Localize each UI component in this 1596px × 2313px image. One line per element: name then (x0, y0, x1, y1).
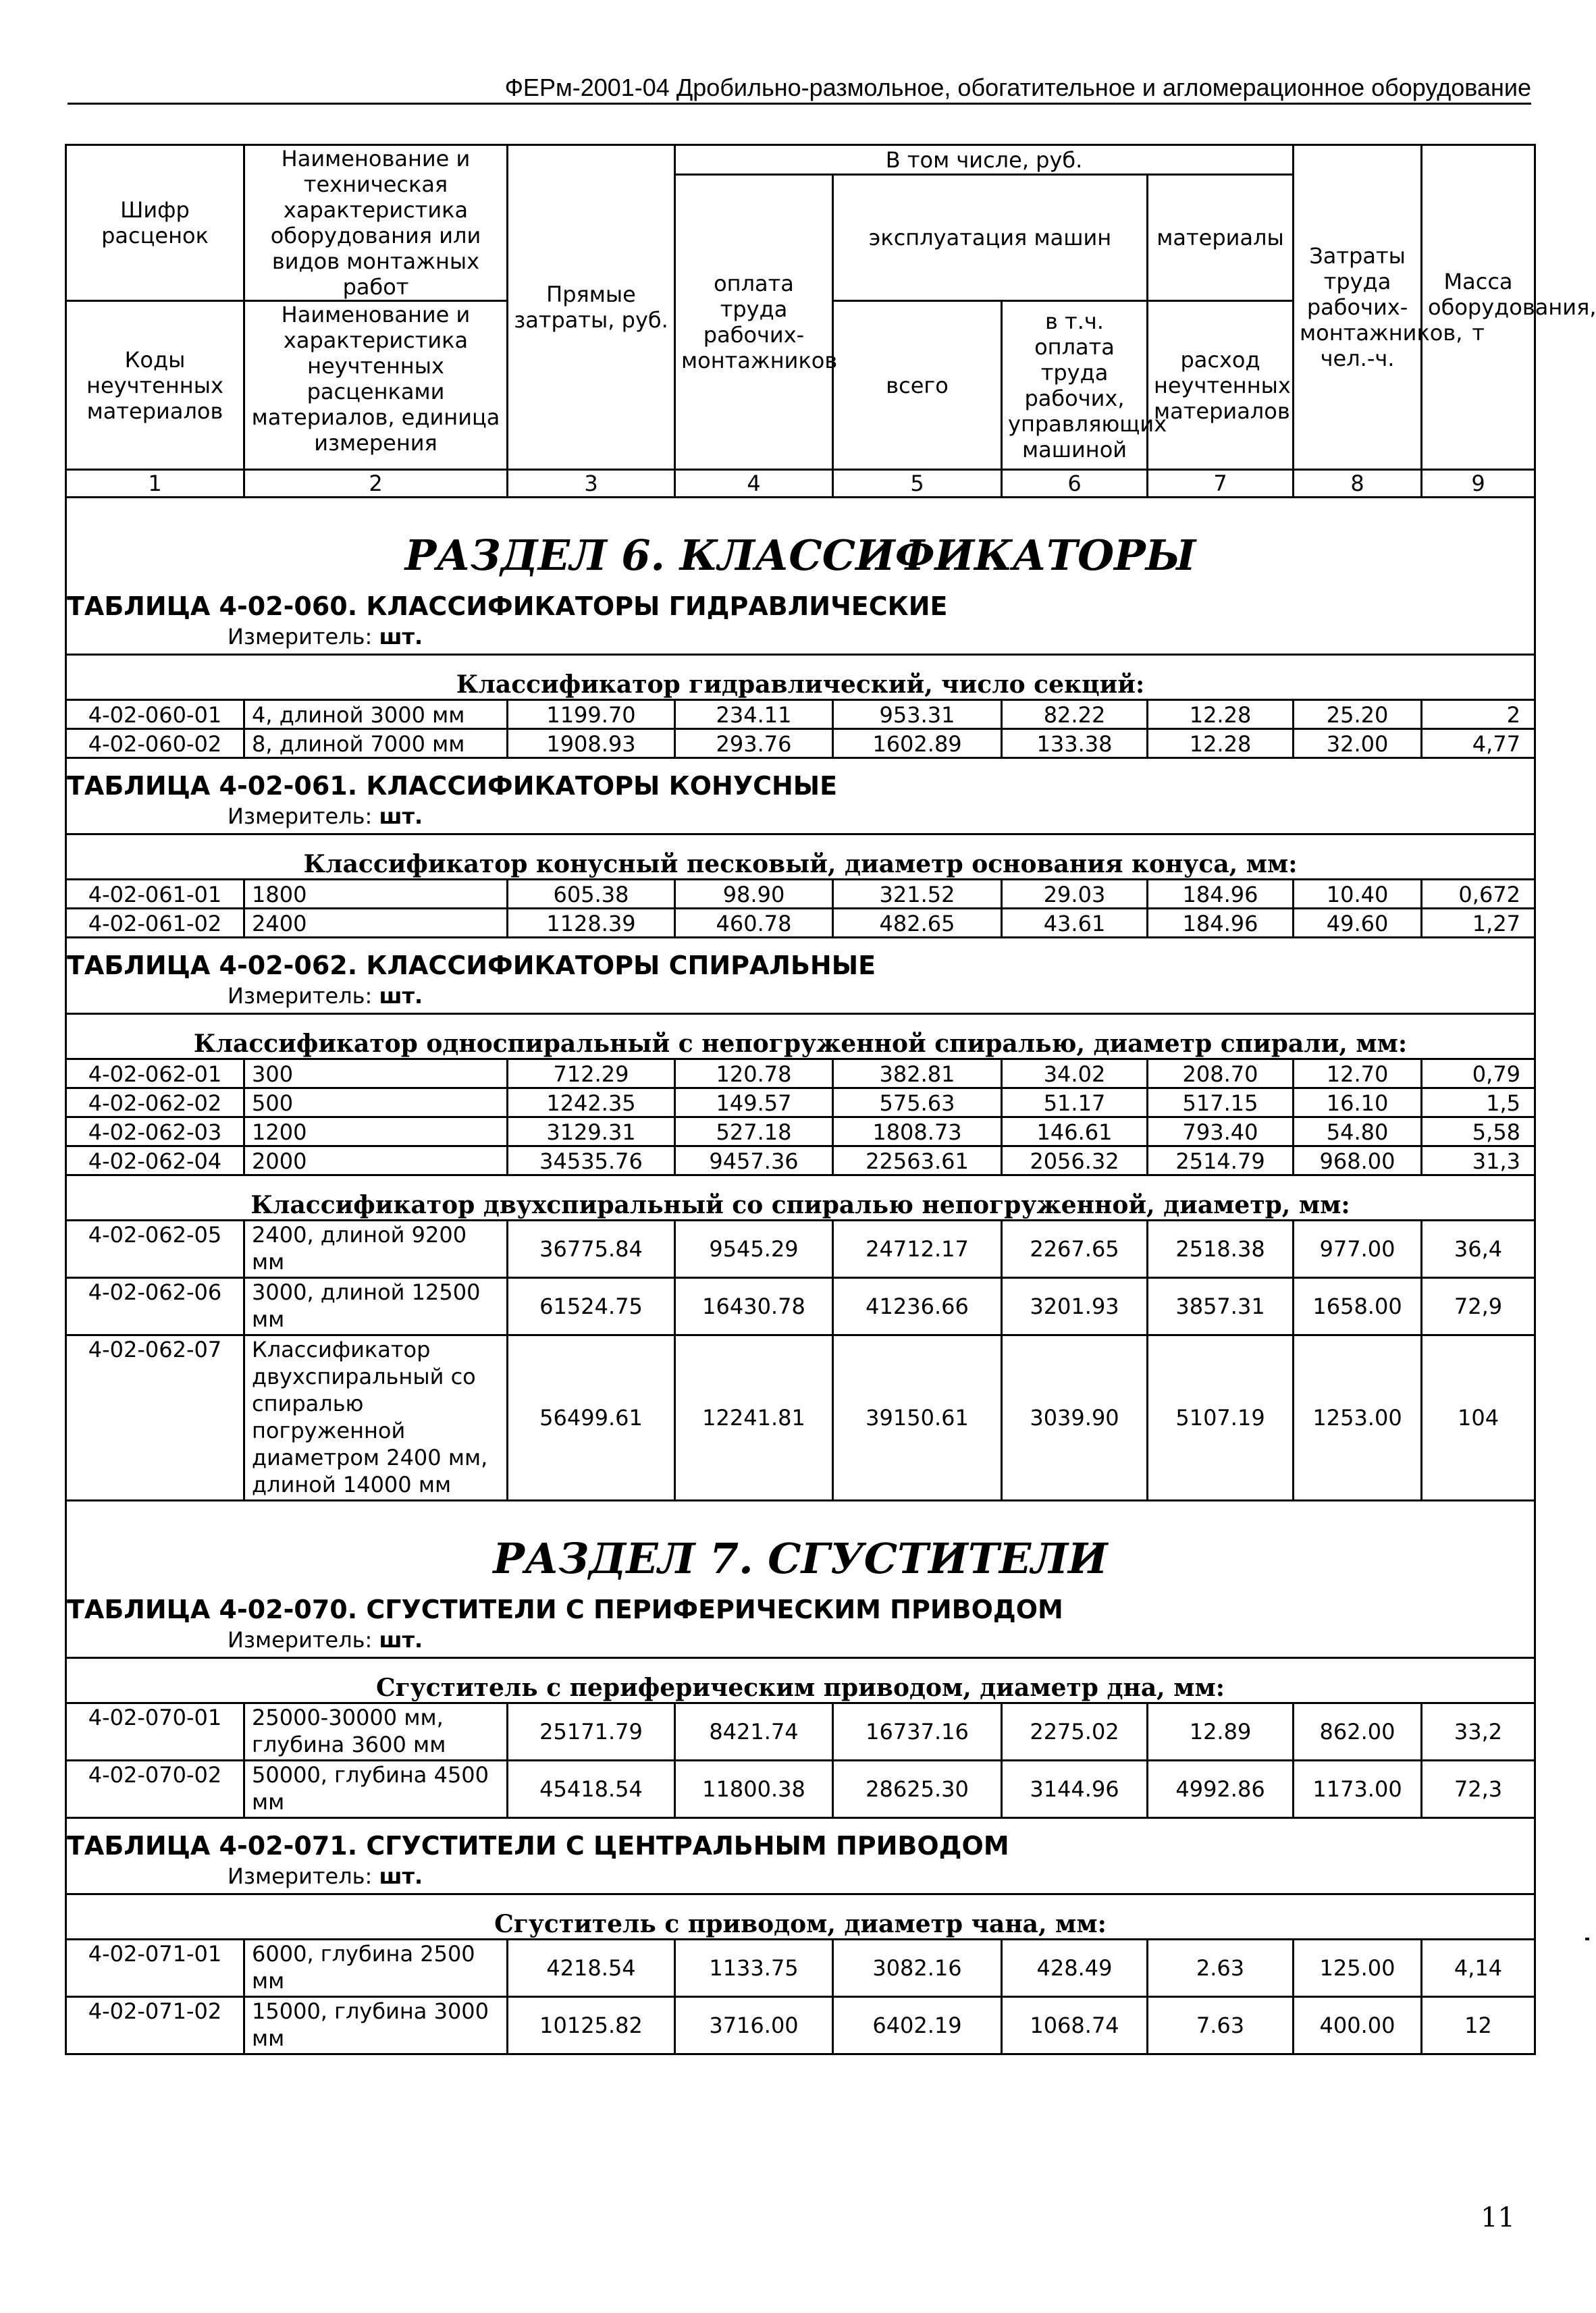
column-number: 2 (244, 470, 508, 498)
row-direct: 1908.93 (508, 729, 675, 758)
table-row (66, 1278, 1535, 1335)
group-title: Классификатор односпиральный с непогруженной спиралью, диаметр спирали, мм: (193, 1030, 1408, 1058)
table-banner-cell (66, 938, 1535, 1014)
section-title: РАЗДЕЛ 7. СГУСТИТЕЛИ (493, 1534, 1108, 1583)
row-machines-wages: 34.02 (1002, 1059, 1148, 1088)
column-numbers (66, 470, 1535, 498)
row-machines: 1602.89 (833, 729, 1002, 758)
table-row (66, 880, 1535, 909)
table-title: ТАБЛИЦА 4-02-061. КЛАССИФИКАТОРЫ КОНУСНЫЕ (67, 771, 838, 801)
row-direct: 3129.31 (508, 1117, 675, 1146)
row-name: 2000 (244, 1146, 508, 1175)
row-code: 4-02-061-02 (66, 909, 244, 938)
col-mass: Масса оборудования, т (1422, 145, 1535, 470)
page-number: 11 (1481, 2202, 1515, 2233)
row-labor: 968.00 (1294, 1146, 1422, 1175)
row-machines: 321.52 (833, 880, 1002, 909)
row-materials: 5107.19 (1148, 1335, 1294, 1501)
row-wages: 12241.81 (675, 1335, 833, 1501)
unit-value: шт. (379, 1863, 423, 1889)
table-row (66, 700, 1535, 729)
rates-table (65, 144, 1596, 2055)
row-mass: 33,2 (1422, 1703, 1535, 1761)
row-labor: 977.00 (1294, 1221, 1422, 1278)
table-row (66, 1059, 1535, 1088)
row-machines-wages: 3144.96 (1002, 1761, 1148, 1818)
row-code: 4-02-070-02 (66, 1761, 244, 1818)
row-direct: 1199.70 (508, 700, 675, 729)
row-name: 2400, длиной 9200 мм (244, 1221, 508, 1278)
column-number: 3 (508, 470, 675, 498)
row-labor: 49.60 (1294, 909, 1422, 938)
unit-label: Измеритель: (228, 803, 373, 829)
row-labor: 25.20 (1294, 700, 1422, 729)
row-materials: 4992.86 (1148, 1761, 1294, 1818)
group-row (66, 655, 1535, 700)
unit-label: Измеритель: (228, 1627, 373, 1653)
row-wages: 293.76 (675, 729, 833, 758)
table-row (66, 1117, 1535, 1146)
row-machines-wages: 2267.65 (1002, 1221, 1148, 1278)
group-row (66, 1894, 1535, 1940)
unit-value: шт. (379, 983, 423, 1009)
row-materials: 12.28 (1148, 729, 1294, 758)
table-banner-row (66, 758, 1535, 834)
row-direct: 1242.35 (508, 1088, 675, 1117)
row-machines: 953.31 (833, 700, 1002, 729)
row-wages: 9545.29 (675, 1221, 833, 1278)
row-machines-wages: 428.49 (1002, 1940, 1148, 1997)
row-code: 4-02-062-07 (66, 1335, 244, 1501)
table-row (66, 1703, 1535, 1761)
row-direct: 4218.54 (508, 1940, 675, 1997)
column-number: 5 (833, 470, 1002, 498)
row-machines: 3082.16 (833, 1940, 1002, 1997)
row-machines-wages: 82.22 (1002, 700, 1148, 729)
table-banner-cell (66, 1501, 1535, 1658)
row-wages: 460.78 (675, 909, 833, 938)
unit-line (67, 1626, 1534, 1657)
row-mass: 4,77 (1422, 729, 1535, 758)
row-name: 15000, глубина 3000 мм (244, 1997, 508, 2054)
row-wages: 16430.78 (675, 1278, 833, 1335)
row-machines: 22563.61 (833, 1146, 1002, 1175)
row-materials: 184.96 (1148, 909, 1294, 938)
col-name-bottom: Наименование и характеристика неучтенных расценками материалов, единица измерения (244, 301, 508, 470)
row-direct: 712.29 (508, 1059, 675, 1088)
row-name: 8, длиной 7000 мм (244, 729, 508, 758)
col-code-top: Шифр расценок (66, 145, 244, 301)
row-wages: 98.90 (675, 880, 833, 909)
row-name: 25000-30000 мм, глубина 3600 мм (244, 1703, 508, 1761)
row-machines-wages: 2275.02 (1002, 1703, 1148, 1761)
row-machines: 6402.19 (833, 1997, 1002, 2054)
row-direct: 10125.82 (508, 1997, 675, 2054)
row-name: 50000, глубина 4500 мм (244, 1761, 508, 1818)
row-name: 2400 (244, 909, 508, 938)
col-incl: В том числе, руб. (675, 145, 1294, 175)
row-materials: 517.15 (1148, 1088, 1294, 1117)
row-code: 4-02-062-05 (66, 1221, 244, 1278)
group-cell (66, 1175, 1535, 1221)
column-number: 1 (66, 470, 244, 498)
group-title: Классификатор двухспиральный со спиралью непогруженной, диаметр, мм: (250, 1191, 1350, 1219)
row-mass: 72,9 (1422, 1278, 1535, 1335)
row-wages: 3716.00 (675, 1997, 833, 2054)
row-mass: 104 (1422, 1335, 1535, 1501)
unit-value: шт. (379, 624, 423, 649)
row-materials: 12.89 (1148, 1703, 1294, 1761)
row-machines-wages: 1068.74 (1002, 1997, 1148, 2054)
table-title: ТАБЛИЦА 4-02-071. СГУСТИТЕЛИ С ЦЕНТРАЛЬНЫМ ПРИВОДОМ (67, 1831, 1009, 1861)
row-mass: 1,5 (1422, 1088, 1535, 1117)
row-labor: 1173.00 (1294, 1761, 1422, 1818)
table-row (66, 729, 1535, 758)
page-header: ФЕРм-2001-04 Дробильно-размольное, обогатительное и агломерационное оборудование (504, 74, 1531, 101)
group-cell (66, 1894, 1535, 1940)
unit-label: Измеритель: (228, 983, 373, 1009)
col-wages: оплата труда рабочих-монтажников (675, 175, 833, 470)
table-row (66, 1940, 1535, 1997)
table-body (66, 498, 1535, 2054)
row-materials: 7.63 (1148, 1997, 1294, 2054)
table-banner-cell (66, 498, 1535, 655)
group-row (66, 1658, 1535, 1703)
group-row (66, 834, 1535, 880)
scan-mark (1585, 1938, 1589, 1940)
group-row (66, 1175, 1535, 1221)
row-direct: 56499.61 (508, 1335, 675, 1501)
col-materials-sub: расход неучтенных материалов (1148, 301, 1294, 470)
row-machines: 28625.30 (833, 1761, 1002, 1818)
unit-label: Измеритель: (228, 624, 373, 649)
group-cell (66, 834, 1535, 880)
table-title: ТАБЛИЦА 4-02-062. КЛАССИФИКАТОРЫ СПИРАЛЬНЫЕ (67, 951, 876, 980)
group-title: Классификатор гидравлический, число секций: (456, 670, 1145, 699)
row-direct: 34535.76 (508, 1146, 675, 1175)
table-header (66, 145, 1596, 498)
row-labor: 862.00 (1294, 1703, 1422, 1761)
row-labor: 10.40 (1294, 880, 1422, 909)
row-machines-wages: 29.03 (1002, 880, 1148, 909)
group-title: Сгуститель с периферическим приводом, диаметр дна, мм: (375, 1674, 1225, 1702)
row-materials: 3857.31 (1148, 1278, 1294, 1335)
row-materials: 2.63 (1148, 1940, 1294, 1997)
table-row (66, 909, 1535, 938)
table-row (66, 1088, 1535, 1117)
unit-label: Измеритель: (228, 1863, 373, 1889)
unit-line (67, 622, 1534, 654)
unit-line (67, 1862, 1534, 1893)
row-machines: 24712.17 (833, 1221, 1002, 1278)
table-title: ТАБЛИЦА 4-02-060. КЛАССИФИКАТОРЫ ГИДРАВЛИЧЕСКИЕ (67, 591, 948, 621)
table-banner-cell (66, 1818, 1535, 1894)
table-banner-cell (66, 758, 1535, 834)
row-wages: 120.78 (675, 1059, 833, 1088)
group-cell (66, 1014, 1535, 1059)
row-machines-wages: 146.61 (1002, 1117, 1148, 1146)
unit-value: шт. (379, 1627, 423, 1653)
row-machines-wages: 2056.32 (1002, 1146, 1148, 1175)
row-name: Классификатор двухспиральный со спиралью погруженной диаметром 2400 мм, длиной 14000 мм (244, 1335, 508, 1501)
unit-line (67, 982, 1534, 1013)
table-title: ТАБЛИЦА 4-02-070. СГУСТИТЕЛИ С ПЕРИФЕРИЧЕСКИМ ПРИВОДОМ (67, 1595, 1063, 1624)
table-row (66, 1761, 1535, 1818)
row-wages: 9457.36 (675, 1146, 833, 1175)
row-labor: 1658.00 (1294, 1278, 1422, 1335)
row-labor: 12.70 (1294, 1059, 1422, 1088)
row-mass: 0,672 (1422, 880, 1535, 909)
row-mass: 1,27 (1422, 909, 1535, 938)
row-name: 3000, длиной 12500 мм (244, 1278, 508, 1335)
row-name: 500 (244, 1088, 508, 1117)
row-labor: 54.80 (1294, 1117, 1422, 1146)
row-code: 4-02-060-02 (66, 729, 244, 758)
group-title: Сгуститель с приводом, диаметр чана, мм: (494, 1910, 1107, 1938)
row-machines: 39150.61 (833, 1335, 1002, 1501)
row-mass: 31,3 (1422, 1146, 1535, 1175)
row-labor: 400.00 (1294, 1997, 1422, 2054)
row-machines-wages: 3201.93 (1002, 1278, 1148, 1335)
row-code: 4-02-061-01 (66, 880, 244, 909)
row-machines: 1808.73 (833, 1117, 1002, 1146)
row-mass: 0,79 (1422, 1059, 1535, 1088)
col-materials: материалы (1148, 175, 1294, 301)
unit-value: шт. (379, 803, 423, 829)
row-machines-wages: 133.38 (1002, 729, 1148, 758)
group-cell (66, 655, 1535, 700)
row-wages: 1133.75 (675, 1940, 833, 1997)
row-materials: 2514.79 (1148, 1146, 1294, 1175)
row-machines-wages: 3039.90 (1002, 1335, 1148, 1501)
col-name-top: Наименование и техническая характеристика оборудования или видов монтажных работ (244, 145, 508, 301)
row-code: 4-02-060-01 (66, 700, 244, 729)
row-direct: 1128.39 (508, 909, 675, 938)
row-labor: 1253.00 (1294, 1335, 1422, 1501)
col-labor: Затраты труда рабочих-монтажников, чел.-ч. (1294, 145, 1422, 470)
row-machines-wages: 43.61 (1002, 909, 1148, 938)
row-code: 4-02-062-04 (66, 1146, 244, 1175)
group-row (66, 1014, 1535, 1059)
row-mass: 5,58 (1422, 1117, 1535, 1146)
row-code: 4-02-071-02 (66, 1997, 244, 2054)
row-code: 4-02-070-01 (66, 1703, 244, 1761)
row-materials: 208.70 (1148, 1059, 1294, 1088)
col-machines-wages: в т.ч. оплата труда рабочих, управляющих машиной (1002, 301, 1148, 470)
row-mass: 72,3 (1422, 1761, 1535, 1818)
row-mass: 2 (1422, 700, 1535, 729)
group-title: Классификатор конусный песковый, диаметр основания конуса, мм: (303, 850, 1298, 878)
row-wages: 234.11 (675, 700, 833, 729)
row-machines: 382.81 (833, 1059, 1002, 1088)
row-machines: 16737.16 (833, 1703, 1002, 1761)
row-name: 6000, глубина 2500 мм (244, 1940, 508, 1997)
row-direct: 61524.75 (508, 1278, 675, 1335)
row-wages: 527.18 (675, 1117, 833, 1146)
table-banner-row (66, 498, 1535, 655)
row-name: 1200 (244, 1117, 508, 1146)
row-wages: 8421.74 (675, 1703, 833, 1761)
row-code: 4-02-062-06 (66, 1278, 244, 1335)
section-title: РАЗДЕЛ 6. КЛАССИФИКАТОРЫ (404, 531, 1196, 580)
row-materials: 184.96 (1148, 880, 1294, 909)
column-number: 9 (1422, 470, 1535, 498)
row-labor: 125.00 (1294, 1940, 1422, 1997)
row-mass: 36,4 (1422, 1221, 1535, 1278)
table-banner-row (66, 1818, 1535, 1894)
table-row (66, 1997, 1535, 2054)
col-machines: эксплуатация машин (833, 175, 1148, 301)
row-materials: 2518.38 (1148, 1221, 1294, 1278)
column-number: 8 (1294, 470, 1422, 498)
row-direct: 605.38 (508, 880, 675, 909)
row-mass: 12 (1422, 1997, 1535, 2054)
row-direct: 36775.84 (508, 1221, 675, 1278)
col-machines-total: всего (833, 301, 1002, 470)
row-labor: 32.00 (1294, 729, 1422, 758)
row-direct: 25171.79 (508, 1703, 675, 1761)
col-code-bottom: Коды неучтенных материалов (66, 301, 244, 470)
row-machines-wages: 51.17 (1002, 1088, 1148, 1117)
column-number: 7 (1148, 470, 1294, 498)
table-banner-row (66, 1501, 1535, 1658)
row-machines: 575.63 (833, 1088, 1002, 1117)
table-row (66, 1146, 1535, 1175)
row-code: 4-02-062-02 (66, 1088, 244, 1117)
row-mass: 4,14 (1422, 1940, 1535, 1997)
row-labor: 16.10 (1294, 1088, 1422, 1117)
row-code: 4-02-062-01 (66, 1059, 244, 1088)
row-materials: 793.40 (1148, 1117, 1294, 1146)
row-code: 4-02-062-03 (66, 1117, 244, 1146)
row-materials: 12.28 (1148, 700, 1294, 729)
row-name: 4, длиной 3000 мм (244, 700, 508, 729)
row-machines: 41236.66 (833, 1278, 1002, 1335)
table-banner-row (66, 938, 1535, 1014)
row-wages: 149.57 (675, 1088, 833, 1117)
row-code: 4-02-071-01 (66, 1940, 244, 1997)
row-name: 1800 (244, 880, 508, 909)
row-direct: 45418.54 (508, 1761, 675, 1818)
table-row (66, 1221, 1535, 1278)
group-cell (66, 1658, 1535, 1703)
row-machines: 482.65 (833, 909, 1002, 938)
row-wages: 11800.38 (675, 1761, 833, 1818)
col-direct: Прямые затраты, руб. (508, 145, 675, 470)
header-rule (68, 103, 1531, 105)
row-name: 300 (244, 1059, 508, 1088)
column-number: 6 (1002, 470, 1148, 498)
unit-line (67, 802, 1534, 833)
column-number: 4 (675, 470, 833, 498)
table-row (66, 1335, 1535, 1501)
